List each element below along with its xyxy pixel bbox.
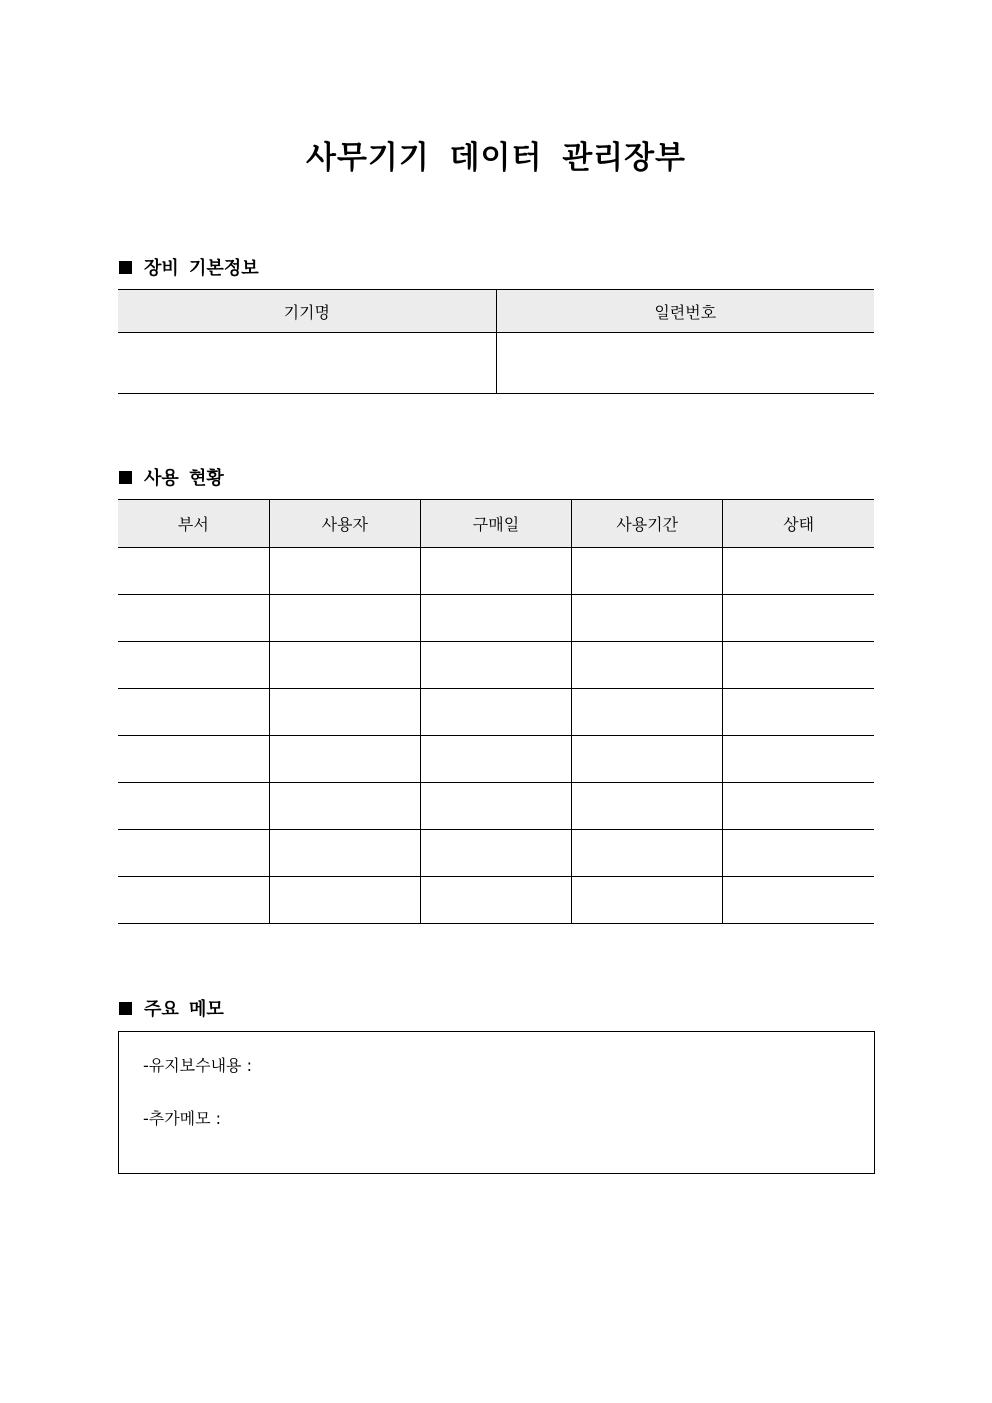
column-header-device-name: 기기명 (118, 290, 496, 333)
section-heading-memo (119, 995, 224, 1021)
column-header-department: 부서 (118, 500, 269, 548)
usage-period-cell[interactable] (572, 595, 723, 642)
usage-period-cell[interactable] (572, 830, 723, 877)
maintenance-label: -유지보수내용 : (143, 1056, 252, 1075)
usage-period-cell[interactable] (572, 783, 723, 830)
usage-table (118, 499, 874, 924)
usage-period-cell[interactable] (572, 877, 723, 924)
serial-number-cell[interactable] (496, 333, 874, 394)
section-heading-label: 주요 메모 (144, 999, 224, 1020)
user-cell[interactable] (269, 642, 420, 689)
column-header-usage-period: 사용기간 (572, 500, 723, 548)
user-cell[interactable] (269, 548, 420, 595)
table-row (118, 736, 874, 783)
status-cell[interactable] (723, 595, 874, 642)
user-cell[interactable] (269, 595, 420, 642)
purchase-date-cell[interactable] (420, 595, 571, 642)
table-header-row (118, 290, 874, 333)
square-bullet-icon (119, 261, 132, 274)
table-row (118, 689, 874, 736)
department-cell[interactable] (118, 877, 269, 924)
purchase-date-cell[interactable] (420, 548, 571, 595)
section-heading-label: 사용 현황 (144, 468, 224, 489)
status-cell[interactable] (723, 689, 874, 736)
purchase-date-cell[interactable] (420, 736, 571, 783)
usage-period-cell[interactable] (572, 736, 723, 783)
section-heading-basic-info (119, 254, 259, 280)
table-header-row (118, 500, 874, 548)
column-header-serial-number: 일련번호 (496, 290, 874, 333)
usage-period-cell[interactable] (572, 548, 723, 595)
column-header-purchase-date: 구매일 (420, 500, 571, 548)
table-row (118, 830, 874, 877)
table-row (118, 783, 874, 830)
purchase-date-cell[interactable] (420, 783, 571, 830)
section-heading-label: 장비 기본정보 (144, 258, 259, 279)
usage-period-cell[interactable] (572, 642, 723, 689)
square-bullet-icon (119, 1002, 132, 1015)
table-row (118, 333, 874, 394)
usage-table-body (118, 548, 874, 924)
purchase-date-cell[interactable] (420, 877, 571, 924)
device-name-cell[interactable] (118, 333, 496, 394)
purchase-date-cell[interactable] (420, 642, 571, 689)
status-cell[interactable] (723, 548, 874, 595)
department-cell[interactable] (118, 595, 269, 642)
section-heading-usage (119, 464, 224, 490)
status-cell[interactable] (723, 830, 874, 877)
status-cell[interactable] (723, 877, 874, 924)
status-cell[interactable] (723, 736, 874, 783)
department-cell[interactable] (118, 783, 269, 830)
user-cell[interactable] (269, 736, 420, 783)
department-cell[interactable] (118, 830, 269, 877)
square-bullet-icon (119, 471, 132, 484)
table-row (118, 877, 874, 924)
column-header-user: 사용자 (269, 500, 420, 548)
memo-box[interactable] (118, 1031, 875, 1174)
user-cell[interactable] (269, 830, 420, 877)
table-row (118, 642, 874, 689)
department-cell[interactable] (118, 642, 269, 689)
table-row (118, 595, 874, 642)
table-row (118, 548, 874, 595)
user-cell[interactable] (269, 877, 420, 924)
document-title: 사무기기 데이터 관리장부 (306, 140, 686, 176)
status-cell[interactable] (723, 642, 874, 689)
status-cell[interactable] (723, 783, 874, 830)
extra-memo-label: -추가메모 : (143, 1109, 222, 1128)
column-header-status: 상태 (723, 500, 874, 548)
user-cell[interactable] (269, 783, 420, 830)
department-cell[interactable] (118, 548, 269, 595)
user-cell[interactable] (269, 689, 420, 736)
purchase-date-cell[interactable] (420, 689, 571, 736)
usage-period-cell[interactable] (572, 689, 723, 736)
basic-info-table (118, 289, 874, 394)
purchase-date-cell[interactable] (420, 830, 571, 877)
department-cell[interactable] (118, 736, 269, 783)
department-cell[interactable] (118, 689, 269, 736)
